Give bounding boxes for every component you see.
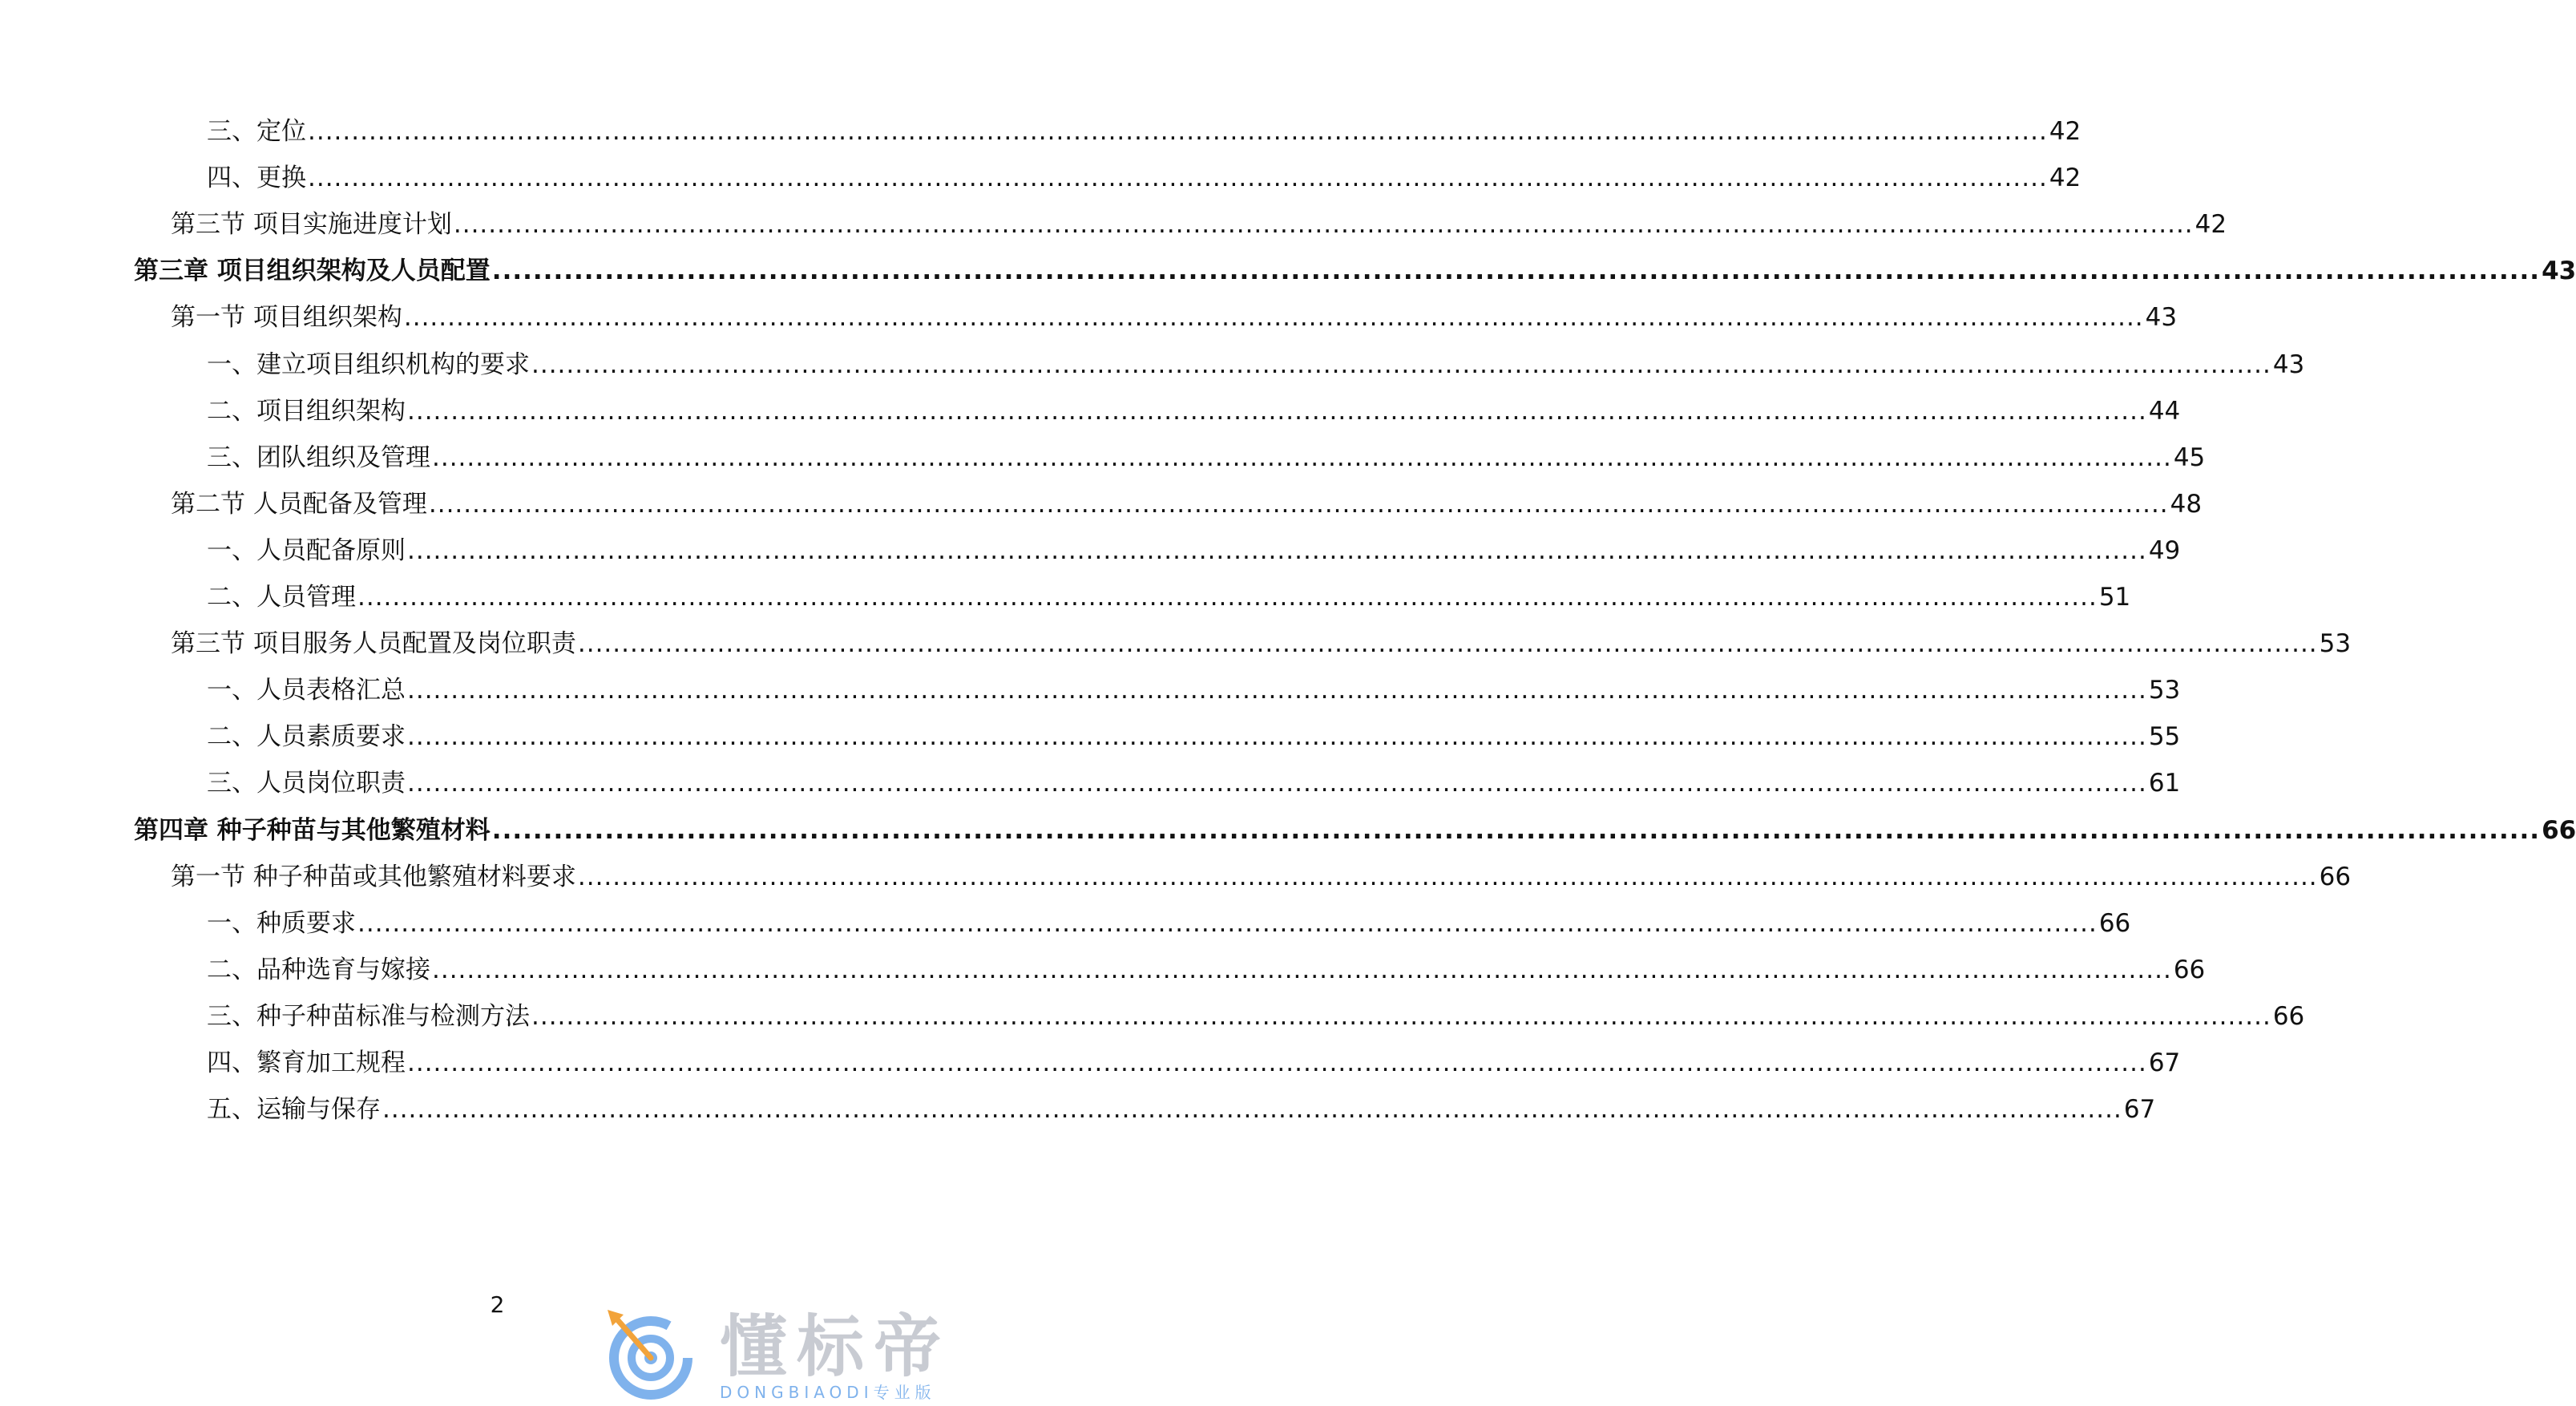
toc-entry-title: 一、人员表格汇总 — [207, 676, 406, 705]
toc-entry-page: 42 — [2049, 117, 2081, 146]
toc-section-entry[interactable] — [171, 856, 2352, 898]
toc-chapter-entry[interactable] — [134, 250, 2576, 292]
toc-entry-title: 五、运输与保存 — [207, 1095, 381, 1125]
toc-dot-leader: ........................................................................................................................................................................................................ — [308, 164, 2048, 193]
toc-entry-title: 三、团队组织及管理 — [207, 442, 430, 472]
toc-subsection-entry[interactable] — [207, 437, 2206, 479]
toc-entry-page: 42 — [2194, 210, 2227, 240]
toc-entry-page: 61 — [2148, 769, 2181, 798]
toc-entry-page: 43 — [2542, 257, 2576, 286]
toc-subsection-entry[interactable] — [207, 903, 2131, 944]
toc-entry-title: 第一节 项目组织架构 — [171, 303, 402, 333]
toc-dot-leader: ........................................................................................................................................................................................................ — [531, 1001, 2271, 1031]
toc-dot-leader: ........................................................................................................................................................................................................ — [382, 1095, 2122, 1125]
toc-dot-leader: ........................................................................................................................................................................................................ — [308, 117, 2048, 146]
toc-entry-title: 第三节 项目服务人员配置及岗位职责 — [171, 629, 576, 659]
toc-entry-page: 43 — [2272, 349, 2305, 379]
toc-entry-title: 一、建立项目组织机构的要求 — [207, 349, 530, 379]
toc-section-entry[interactable] — [171, 204, 2227, 245]
watermark — [600, 1305, 984, 1403]
toc-subsection-entry[interactable] — [207, 716, 2181, 758]
toc-entry-page: 49 — [2148, 535, 2181, 565]
toc-entry-title: 二、人员素质要求 — [207, 722, 406, 752]
toc-dot-leader: ........................................................................................................................................................................................................ — [453, 210, 2194, 240]
toc-entry-title: 二、品种选育与嫁接 — [207, 955, 430, 984]
toc-entry-page: 44 — [2148, 396, 2181, 426]
toc-entry-title: 三、定位 — [207, 117, 306, 146]
toc-entry-title: 第四章 种子种苗与其他繁殖材料 — [134, 815, 491, 845]
toc-dot-leader: ........................................................................................................................................................................................................ — [428, 489, 2169, 519]
toc-dot-leader: ........................................................................................................................................................................................................ — [432, 955, 2172, 984]
page-number: 2 — [490, 1291, 505, 1318]
toc-subsection-entry[interactable] — [207, 1042, 2181, 1084]
toc-entry-page: 66 — [2173, 955, 2206, 984]
toc-section-entry[interactable] — [171, 483, 2203, 525]
toc-dot-leader: ........................................................................................................................................................................................................ — [432, 442, 2172, 472]
watermark-brand: 懂标帝 — [720, 1307, 951, 1386]
toc-entry-title: 第二节 人员配备及管理 — [171, 489, 427, 519]
toc-entry-title: 四、更换 — [207, 164, 306, 193]
toc-dot-leader: ........................................................................................................................................................................................................ — [531, 349, 2271, 379]
toc-subsection-entry[interactable] — [207, 996, 2305, 1037]
watermark-subtitle: DONGBIAODI专业版 — [720, 1383, 936, 1402]
toc-entry-page: 48 — [2170, 489, 2203, 519]
toc-entry-page: 66 — [2272, 1001, 2305, 1031]
toc-subsection-entry[interactable] — [207, 1089, 2156, 1130]
toc-entry-page: 67 — [2123, 1095, 2156, 1125]
toc-section-entry[interactable] — [171, 297, 2178, 338]
toc-subsection-entry[interactable] — [207, 530, 2181, 572]
toc-subsection-entry[interactable] — [207, 111, 2081, 152]
toc-entry-page: 66 — [2542, 815, 2576, 845]
toc-subsection-entry[interactable] — [207, 390, 2181, 432]
toc-entry-title: 二、项目组织架构 — [207, 396, 406, 426]
toc-dot-leader: ........................................................................................................................................................................................................ — [491, 257, 2541, 286]
toc-entry-page: 67 — [2148, 1048, 2181, 1077]
toc-dot-leader: ........................................................................................................................................................................................................ — [403, 303, 2144, 333]
toc-entry-page: 55 — [2148, 722, 2181, 752]
toc-entry-title: 三、种子种苗标准与检测方法 — [207, 1001, 530, 1031]
toc-entry-page: 45 — [2173, 442, 2206, 472]
toc-entry-title: 四、繁育加工规程 — [207, 1048, 406, 1077]
toc-dot-leader: ........................................................................................................................................................................................................ — [407, 396, 2147, 426]
toc-entry-page: 66 — [2319, 862, 2352, 891]
toc-dot-leader: ........................................................................................................................................................................................................ — [491, 815, 2541, 845]
toc-entry-title: 一、人员配备原则 — [207, 535, 406, 565]
toc-entry-page: 43 — [2145, 303, 2178, 333]
toc-dot-leader: ........................................................................................................................................................................................................ — [407, 535, 2147, 565]
toc-dot-leader: ........................................................................................................................................................................................................ — [357, 583, 2098, 612]
target-logo-icon — [600, 1305, 704, 1403]
toc-subsection-entry[interactable] — [207, 576, 2131, 618]
toc-subsection-entry[interactable] — [207, 157, 2081, 199]
toc-entry-title: 二、人员管理 — [207, 583, 356, 612]
toc-subsection-entry[interactable] — [207, 762, 2181, 804]
toc-entry-page: 53 — [2148, 676, 2181, 705]
toc-dot-leader: ........................................................................................................................................................................................................ — [407, 722, 2147, 752]
toc-dot-leader: ........................................................................................................................................................................................................ — [357, 908, 2098, 938]
toc-subsection-entry[interactable] — [207, 949, 2206, 991]
toc-entry-page: 51 — [2098, 583, 2131, 612]
toc-subsection-entry[interactable] — [207, 669, 2181, 711]
toc-chapter-entry[interactable] — [134, 810, 2576, 851]
toc-dot-leader: ........................................................................................................................................................................................................ — [577, 862, 2318, 891]
toc-dot-leader: ........................................................................................................................................................................................................ — [407, 769, 2147, 798]
toc-entry-title: 第三节 项目实施进度计划 — [171, 210, 452, 240]
toc-entry-page: 53 — [2319, 629, 2352, 659]
toc-entry-title: 一、种质要求 — [207, 908, 356, 938]
toc-entry-page: 66 — [2098, 908, 2131, 938]
toc-entry-title: 三、人员岗位职责 — [207, 769, 406, 798]
toc-dot-leader: ........................................................................................................................................................................................................ — [407, 1048, 2147, 1077]
toc-entry-title: 第三章 项目组织架构及人员配置 — [134, 257, 491, 286]
toc-entry-page: 42 — [2049, 164, 2081, 193]
toc-subsection-entry[interactable] — [207, 344, 2305, 386]
toc-dot-leader: ........................................................................................................................................................................................................ — [577, 629, 2318, 659]
toc-entry-title: 第一节 种子种苗或其他繁殖材料要求 — [171, 862, 576, 891]
toc-section-entry[interactable] — [171, 623, 2352, 665]
toc-dot-leader: ........................................................................................................................................................................................................ — [407, 676, 2147, 705]
